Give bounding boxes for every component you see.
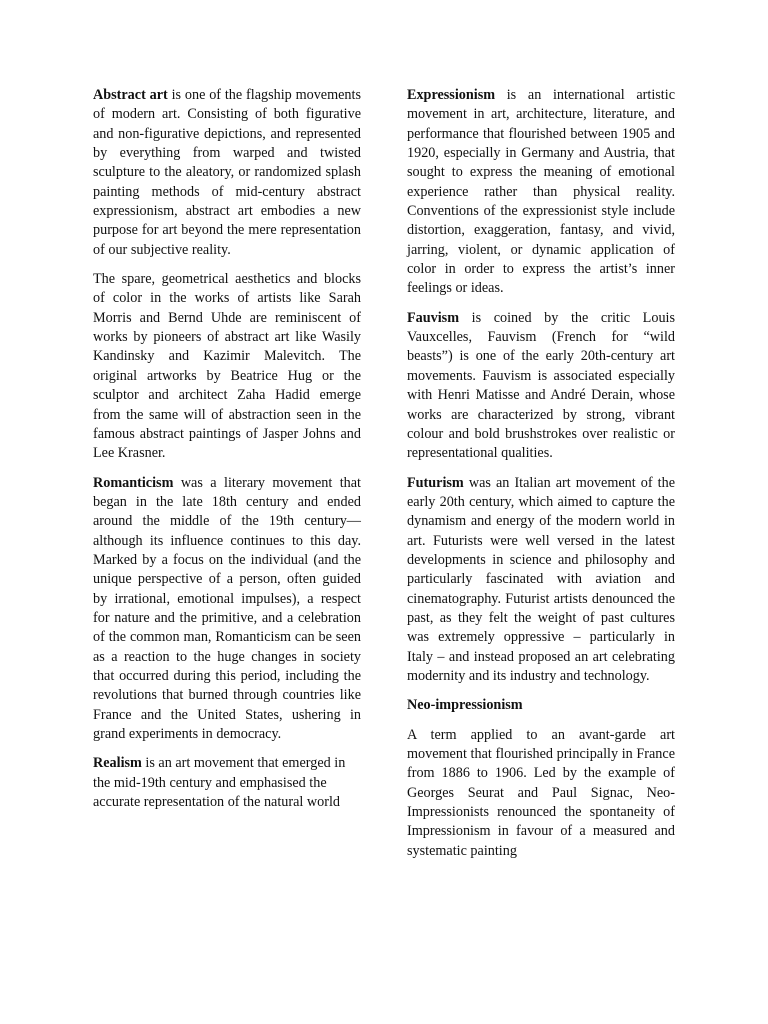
paragraph-abstract-art <box>93 86 361 260</box>
paragraph-abstract-followup <box>93 270 361 463</box>
text-fauvism: is coined by the critic Louis Vauxcelles, Fauvism (French for “wild beasts”) is one of the early 20th-century art movements. Fauvism is associated especially with Henri Matisse and André Derain, whose works are characterized by strong, vibrant colour and bold brushstrokes over realistic or representational qualities. <box>407 309 675 462</box>
paragraph-romanticism <box>93 474 361 745</box>
paragraph-fauvism <box>407 309 675 464</box>
term-futurism: Futurism <box>407 474 464 491</box>
neo-impressionism-clip <box>407 726 675 881</box>
text-romanticism: was a literary movement that began in the late 18th century and ended around the middle of the 19th century—although its influence continues to this day. Marked by a focus on the individual (and the unique perspective of a person, often guided by irrational, emotional impulses), a respect for nature and the primitive, and a celebration of the common man, Romanticism can be seen as a reaction to the huge changes in society that occurred during this period, including the revolutions that burned through countries like France and the United States, ushering in grand experiments in democracy. <box>93 474 361 742</box>
term-romanticism: Romanticism <box>93 474 174 491</box>
paragraph-realism <box>93 754 361 812</box>
text-futurism: was an Italian art movement of the early 20th century, which aimed to capture the dynamism and energy of the modern world in art. Futurists were well versed in the latest developments in science and philosophy and particularly fascinated with aviation and cinematography. Futurist artists denounced the past, as they felt the weight of past cultures was extremely oppressive – particularly in Italy – and instead proposed an art celebrating modernity and its industry and technology. <box>407 474 675 684</box>
text-abstract-art: is one of the flagship movements of modern art. Consisting of both figurative and non-figurative depictions, and represented by everything from warped and twisted sculpture to the aleatory, or randomized splash painting methods of mid-century abstract expressionism, abstract art embodies a new purpose for art beyond the mere representation of our subjective reality. <box>93 87 361 258</box>
paragraph-futurism <box>407 474 675 687</box>
text-neo-impressionism: A term applied to an avant-garde art movement that flourished principally in France from 1886 to 1906. Led by the example of Georges Seurat and Paul Signac, Neo-Impressionists renounced the spontaneity of Impressionism in favour of a measured and systematic painting <box>407 726 675 859</box>
text-expressionism: is an international artistic movement in art, architecture, literature, and performance that flourished between 1905 and 1920, especially in Germany and Austria, that sought to express the meaning of emotional experience rather than physical reality. Conventions of the expressionist style include distortion, exaggeration, fantasy, and vivid, jarring, violent, or dynamic application of color in order to express the artist’s inner feelings or ideas. <box>407 87 675 297</box>
right-column <box>407 86 675 881</box>
paragraph-expressionism <box>407 86 675 299</box>
heading-neo-impressionism: Neo-impressionism <box>407 697 523 714</box>
text-abstract-followup: The spare, geometrical aesthetics and blocks of color in the works of artists like Sarah Morris and Bernd Uhde are reminiscent of works by pioneers of abstract art like Wasily Kandinsky and Kazimir Malevitch. The original artworks by Beatrice Hug or the sculptor and architect Zaha Hadid emerge from the same will of abstraction seen in the famous abstract paintings of Jasper Johns and Lee Krasner. <box>93 271 361 462</box>
term-abstract-art: Abstract art <box>93 87 168 103</box>
paragraph-neo-impressionism <box>407 726 675 861</box>
text-realism: is an art movement that emerged in the mid-19th century and emphasised the accurate representation of the natural world <box>93 755 346 811</box>
term-realism: Realism <box>93 755 142 772</box>
term-expressionism: Expressionism <box>407 87 496 103</box>
term-fauvism: Fauvism <box>407 309 460 326</box>
left-column <box>93 86 361 822</box>
